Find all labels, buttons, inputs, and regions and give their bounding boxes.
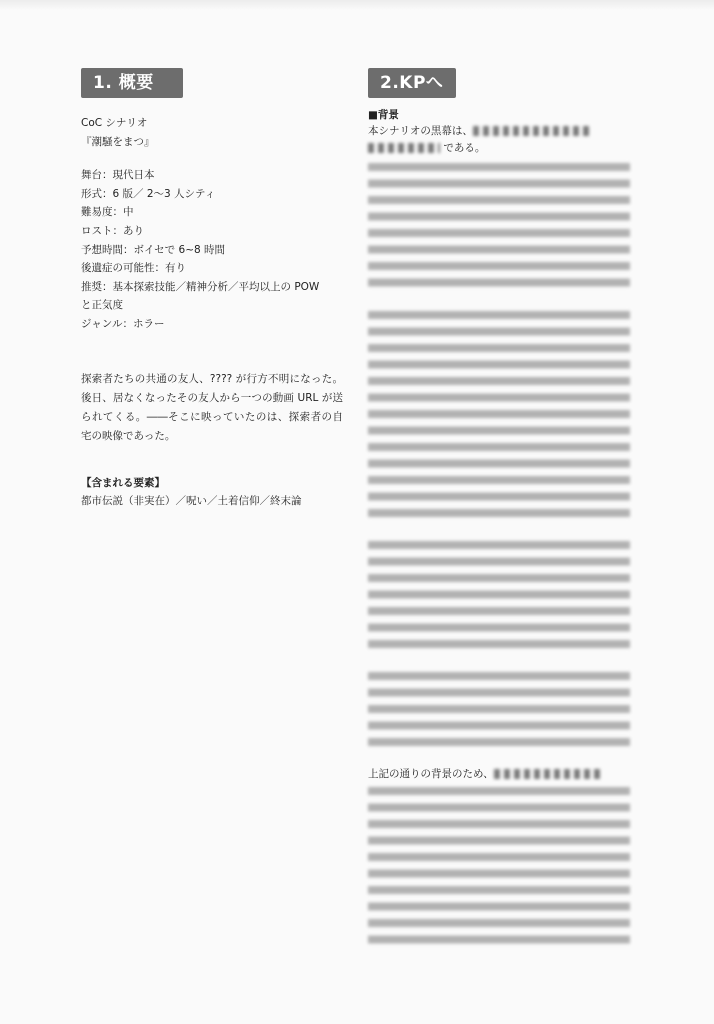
scenario-title: 『潮騒をまつ』: [81, 135, 155, 148]
spec-time: 予想時間：ボイセで 6~8 時間: [81, 243, 226, 256]
scenario-type: CoC シナリオ: [81, 117, 148, 129]
intro-start: 本シナリオの黒幕は、: [368, 125, 473, 137]
redacted-name: [473, 126, 591, 136]
redacted-paragraph-1: [368, 159, 630, 291]
intro-line: [368, 123, 632, 140]
elements-title: 【含まれる要素】: [81, 476, 165, 489]
spec-recommend: 推奨：基本探索技能／精神分析／平均以上の POW: [81, 280, 320, 293]
spec-format: 形式：6 版／ 2〜3 人シティ: [81, 187, 216, 200]
redacted-paragraph-3: [368, 537, 630, 652]
overview-heading: 1. 概要: [81, 68, 183, 98]
intro-line-2: [368, 140, 632, 157]
spec-genre: ジャンル：ホラー: [81, 317, 165, 330]
spec-difficulty: 難易度：中: [81, 206, 134, 219]
closing-intro-line: [368, 766, 632, 783]
redacted-paragraph-5: [368, 783, 630, 948]
spec-setting: 舞台：現代日本: [81, 169, 155, 182]
intro-end: である。: [443, 141, 486, 154]
background-subheading: ■背景: [368, 109, 399, 121]
spec-aftereffect: 後遺症の可能性：有り: [81, 262, 186, 275]
spec-lost: ロスト：あり: [81, 224, 144, 237]
elements-list: 都市伝説（非実在）／呪い／土着信仰／終末論: [81, 495, 302, 508]
redacted-name-2: [368, 143, 440, 153]
redacted-closing-start: [494, 769, 604, 779]
synopsis-text: 探索者たちの共通の友人、???? が行方不明になった。後日、居なくなったその友人から一つの動画 URL が送られてくる。――そこに映っていたのは、探索者の自宅の映像であった。: [81, 372, 343, 442]
redacted-paragraph-2: [368, 307, 630, 521]
kp-heading: 2.KPへ: [368, 68, 456, 98]
spec-recommend-cont: と正気度: [81, 299, 123, 312]
overview-column: [81, 68, 347, 511]
top-shadow: [0, 0, 714, 10]
kp-column: [368, 68, 632, 948]
closing-intro: 上記の通りの背景のため、: [368, 768, 494, 780]
redacted-paragraph-4: [368, 668, 630, 750]
